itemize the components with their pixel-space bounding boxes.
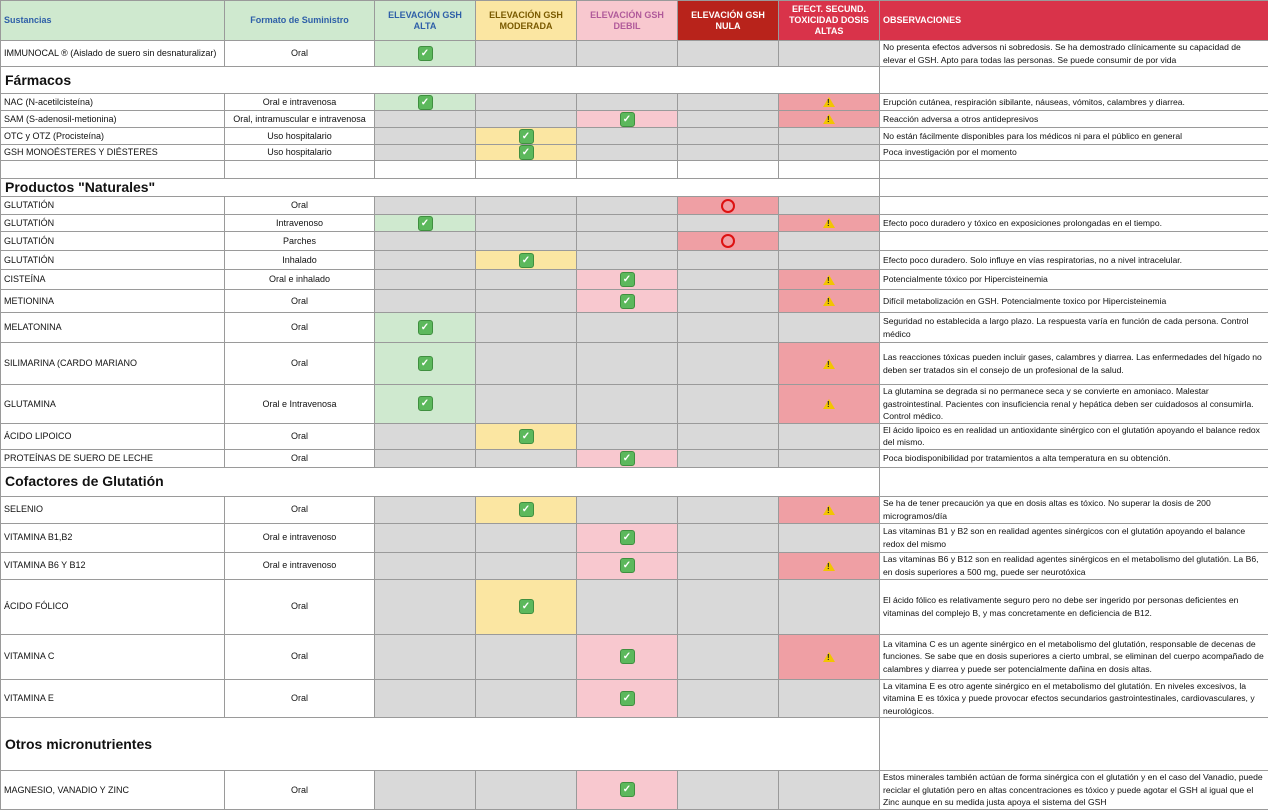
toxicity-cell bbox=[779, 232, 880, 251]
substance-name: CISTEÍNA bbox=[1, 270, 225, 290]
toxicity-cell bbox=[779, 290, 880, 313]
observations: Reacción adversa a otros antidepresivos bbox=[880, 111, 1268, 128]
warning-icon bbox=[823, 359, 835, 369]
supply-format: Oral bbox=[225, 343, 375, 385]
elevation-cell bbox=[476, 215, 577, 232]
table-row bbox=[1, 313, 1268, 343]
section-header bbox=[1, 718, 1268, 771]
toxicity-cell bbox=[779, 634, 880, 679]
elevation-cell bbox=[577, 579, 678, 634]
table-row bbox=[1, 41, 1268, 67]
elevation-cell bbox=[678, 423, 779, 449]
elevation-cell bbox=[678, 579, 779, 634]
spacer-row bbox=[1, 161, 1268, 179]
observations: Efecto poco duradero y tóxico en exposiciones prolongadas en el tiempo. bbox=[880, 215, 1268, 232]
elevation-cell bbox=[476, 385, 577, 424]
warning-icon bbox=[823, 505, 835, 515]
empty-cell bbox=[678, 161, 779, 179]
observations: El ácido fólico es relativamente seguro pero no debe ser ingerido por personas deficientes en vitaminas del complejo B, y mas concretamente en deficiencia de B12. bbox=[880, 579, 1268, 634]
empty-cell bbox=[880, 161, 1268, 179]
elevation-cell bbox=[476, 449, 577, 467]
check-mark-icon: ✓ bbox=[620, 112, 635, 127]
header-observaciones: OBSERVACIONES bbox=[880, 1, 1268, 41]
table-row bbox=[1, 552, 1268, 579]
elevation-cell-marked bbox=[476, 251, 577, 270]
header-sustancias: Sustancias bbox=[1, 1, 225, 41]
elevation-cell bbox=[577, 41, 678, 67]
empty-cell bbox=[1, 161, 225, 179]
check-mark-icon: ✓ bbox=[620, 530, 635, 545]
elevation-cell bbox=[678, 251, 779, 270]
observations: Las reacciones tóxicas pueden incluir gases, calambres y diarrea. Las enfermedades del hígado no deben ser tratados sin el consejo de un profesional de la salud. bbox=[880, 343, 1268, 385]
elevation-cell bbox=[678, 552, 779, 579]
check-mark-icon: ✓ bbox=[620, 782, 635, 797]
elevation-cell-marked bbox=[577, 449, 678, 467]
supply-format: Oral bbox=[225, 290, 375, 313]
toxicity-cell bbox=[779, 251, 880, 270]
empty-cell bbox=[476, 161, 577, 179]
supply-format: Parches bbox=[225, 232, 375, 251]
table-row bbox=[1, 449, 1268, 467]
elevation-cell bbox=[476, 232, 577, 251]
supply-format: Inhalado bbox=[225, 251, 375, 270]
substance-name: VITAMINA B6 Y B12 bbox=[1, 552, 225, 579]
elevation-cell-marked bbox=[577, 270, 678, 290]
table-row bbox=[1, 251, 1268, 270]
table-row bbox=[1, 679, 1268, 718]
toxicity-cell bbox=[779, 94, 880, 111]
elevation-cell bbox=[476, 94, 577, 111]
substance-name: GLUTATIÓN bbox=[1, 232, 225, 251]
check-mark-icon: ✓ bbox=[620, 558, 635, 573]
supply-format: Oral e inhalado bbox=[225, 270, 375, 290]
elevation-cell bbox=[577, 423, 678, 449]
elevation-cell-marked bbox=[577, 771, 678, 810]
supply-format: Oral bbox=[225, 41, 375, 67]
toxicity-cell bbox=[779, 449, 880, 467]
circle-icon bbox=[721, 234, 735, 248]
elevation-cell bbox=[678, 41, 779, 67]
table-row bbox=[1, 290, 1268, 313]
observations: Las vitaminas B1 y B2 son en realidad agentes sinérgicos con el glutatión apoyando el balance redox del mismo bbox=[880, 523, 1268, 552]
observations: Seguridad no establecida a largo plazo. La respuesta varía en función de cada persona. Control médico bbox=[880, 313, 1268, 343]
check-mark-icon: ✓ bbox=[620, 691, 635, 706]
table-row bbox=[1, 385, 1268, 424]
table-row bbox=[1, 232, 1268, 251]
observations: Erupción cutánea, respiración sibilante, náuseas, vómitos, calambres y diarrea. bbox=[880, 94, 1268, 111]
elevation-cell-marked bbox=[375, 313, 476, 343]
empty-cell bbox=[375, 161, 476, 179]
check-mark-icon: ✓ bbox=[620, 294, 635, 309]
elevation-cell bbox=[577, 313, 678, 343]
toxicity-cell bbox=[779, 423, 880, 449]
elevation-cell bbox=[375, 111, 476, 128]
elevation-cell bbox=[577, 251, 678, 270]
toxicity-cell bbox=[779, 41, 880, 67]
warning-icon bbox=[823, 652, 835, 662]
elevation-cell bbox=[476, 343, 577, 385]
check-mark-icon: ✓ bbox=[519, 599, 534, 614]
observations: Difícil metabolización en GSH. Potencialmente toxico por Hipercisteinemia bbox=[880, 290, 1268, 313]
section-header bbox=[1, 179, 1268, 197]
elevation-cell bbox=[476, 270, 577, 290]
observations: Poca investigación por el momento bbox=[880, 145, 1268, 161]
substance-name: METIONINA bbox=[1, 290, 225, 313]
section-header bbox=[1, 67, 1268, 94]
check-mark-icon: ✓ bbox=[418, 396, 433, 411]
warning-icon bbox=[823, 561, 835, 571]
supply-format: Oral bbox=[225, 579, 375, 634]
elevation-cell-marked bbox=[577, 552, 678, 579]
elevation-cell bbox=[678, 523, 779, 552]
elevation-cell bbox=[678, 128, 779, 145]
substance-name: GLUTATIÓN bbox=[1, 197, 225, 215]
elevation-cell bbox=[375, 270, 476, 290]
elevation-cell bbox=[476, 41, 577, 67]
header-toxicidad: EFECT. SECUND. TOXICIDAD DOSIS ALTAS bbox=[779, 1, 880, 41]
toxicity-cell bbox=[779, 270, 880, 290]
substance-name: GLUTATIÓN bbox=[1, 251, 225, 270]
supply-format: Oral e intravenoso bbox=[225, 523, 375, 552]
substance-name: GSH MONOÉSTERES Y DIÉSTERES bbox=[1, 145, 225, 161]
elevation-cell bbox=[577, 197, 678, 215]
elevation-cell bbox=[375, 634, 476, 679]
elevation-cell-marked bbox=[577, 634, 678, 679]
header-alta: ELEVACIÓN GSH ALTA bbox=[375, 1, 476, 41]
substance-name: VITAMINA B1,B2 bbox=[1, 523, 225, 552]
table-row bbox=[1, 111, 1268, 128]
elevation-cell-marked bbox=[476, 423, 577, 449]
empty-cell bbox=[577, 161, 678, 179]
table-row bbox=[1, 771, 1268, 810]
toxicity-cell bbox=[779, 579, 880, 634]
elevation-cell bbox=[476, 523, 577, 552]
elevation-cell bbox=[375, 523, 476, 552]
substance-name: MAGNESIO, VANADIO Y ZINC bbox=[1, 771, 225, 810]
table-row bbox=[1, 128, 1268, 145]
toxicity-cell bbox=[779, 313, 880, 343]
section-obs-blank bbox=[880, 179, 1268, 197]
supply-format: Oral e intravenosa bbox=[225, 94, 375, 111]
elevation-cell-marked bbox=[577, 290, 678, 313]
elevation-cell bbox=[678, 496, 779, 523]
check-mark-icon: ✓ bbox=[620, 451, 635, 466]
observations: La vitamina C es un agente sinérgico en el metabolismo del glutatión, responsable de decenas de funciones. Se sabe que en dosis superiores a cierto umbral, se eliminan del cuerpo acompañado de calambres y diarrea y puede ser potencialmente dañina en dosis altas. bbox=[880, 634, 1268, 679]
toxicity-cell bbox=[779, 679, 880, 718]
section-obs-blank bbox=[880, 467, 1268, 496]
section-title: Cofactores de Glutatión bbox=[1, 467, 880, 496]
warning-icon bbox=[823, 399, 835, 409]
section-title: Productos "Naturales" bbox=[1, 179, 880, 197]
check-mark-icon: ✓ bbox=[620, 649, 635, 664]
table-row bbox=[1, 634, 1268, 679]
elevation-cell bbox=[678, 679, 779, 718]
elevation-cell bbox=[375, 145, 476, 161]
substance-name: GLUTATIÓN bbox=[1, 215, 225, 232]
table-row bbox=[1, 343, 1268, 385]
observations bbox=[880, 197, 1268, 215]
toxicity-cell bbox=[779, 496, 880, 523]
elevation-cell bbox=[678, 313, 779, 343]
elevation-cell bbox=[678, 145, 779, 161]
supply-format: Intravenoso bbox=[225, 215, 375, 232]
substance-name: OTC y OTZ (Procisteína) bbox=[1, 128, 225, 145]
header-formato: Formato de Suministro bbox=[225, 1, 375, 41]
elevation-cell bbox=[375, 552, 476, 579]
substance-name: SILIMARINA (CARDO MARIANO bbox=[1, 343, 225, 385]
elevation-cell-marked bbox=[375, 41, 476, 67]
substance-name: VITAMINA C bbox=[1, 634, 225, 679]
check-mark-icon: ✓ bbox=[418, 216, 433, 231]
elevation-cell-marked bbox=[577, 679, 678, 718]
elevation-cell bbox=[375, 290, 476, 313]
elevation-cell-marked bbox=[375, 343, 476, 385]
observations bbox=[880, 232, 1268, 251]
substance-name: NAC (N-acetilcisteína) bbox=[1, 94, 225, 111]
section-header bbox=[1, 467, 1268, 496]
elevation-cell bbox=[577, 232, 678, 251]
elevation-cell bbox=[476, 111, 577, 128]
elevation-cell bbox=[375, 449, 476, 467]
check-mark-icon: ✓ bbox=[519, 429, 534, 444]
toxicity-cell bbox=[779, 552, 880, 579]
observations: La vitamina E es otro agente sinérgico en el metabolismo del glutatión. En niveles excesivos, la vitamina E es tóxica y puede provocar efectos secundarios gastrointestinales, cardiovasculares, y neurológicos. bbox=[880, 679, 1268, 718]
observations: No presenta efectos adversos ni sobredosis. Se ha demostrado clínicamente su capacidad de elevar el GSH. Apto para todas las personas. Se puede consumir de por vida bbox=[880, 41, 1268, 67]
substance-name: VITAMINA E bbox=[1, 679, 225, 718]
elevation-cell bbox=[375, 423, 476, 449]
elevation-cell-marked bbox=[476, 496, 577, 523]
substance-name: ÁCIDO FÓLICO bbox=[1, 579, 225, 634]
warning-icon bbox=[823, 275, 835, 285]
elevation-cell bbox=[577, 385, 678, 424]
toxicity-cell bbox=[779, 343, 880, 385]
elevation-cell bbox=[577, 215, 678, 232]
observations: La glutamina se degrada si no permanece seca y se convierte en amoniaco. Malestar gastrointestinal. Pacientes con insuficiencia renal y hepática deben ser cuidadosos al consumirla. Control médico. bbox=[880, 385, 1268, 424]
substance-name: GLUTAMINA bbox=[1, 385, 225, 424]
check-mark-icon: ✓ bbox=[519, 145, 534, 160]
elevation-cell bbox=[375, 128, 476, 145]
elevation-cell bbox=[577, 343, 678, 385]
section-obs-blank bbox=[880, 67, 1268, 94]
table-row bbox=[1, 145, 1268, 161]
check-mark-icon: ✓ bbox=[519, 253, 534, 268]
elevation-cell bbox=[476, 771, 577, 810]
elevation-cell bbox=[577, 145, 678, 161]
section-obs-blank bbox=[880, 718, 1268, 771]
section-title: Otros micronutrientes bbox=[1, 718, 880, 771]
supply-format: Oral bbox=[225, 679, 375, 718]
check-mark-icon: ✓ bbox=[418, 320, 433, 335]
supply-format: Uso hospitalario bbox=[225, 128, 375, 145]
elevation-cell bbox=[678, 385, 779, 424]
elevation-cell-marked bbox=[476, 145, 577, 161]
elevation-cell-marked bbox=[577, 523, 678, 552]
toxicity-cell bbox=[779, 128, 880, 145]
header-debil: ELEVACIÓN GSH DEBIL bbox=[577, 1, 678, 41]
elevation-cell bbox=[678, 290, 779, 313]
check-mark-icon: ✓ bbox=[519, 129, 534, 144]
elevation-cell bbox=[476, 552, 577, 579]
elevation-cell bbox=[375, 496, 476, 523]
supply-format: Oral e intravenoso bbox=[225, 552, 375, 579]
elevation-cell bbox=[678, 771, 779, 810]
elevation-cell bbox=[476, 634, 577, 679]
toxicity-cell bbox=[779, 771, 880, 810]
header-row bbox=[1, 1, 1268, 41]
observations: Potencialmente tóxico por Hipercisteinemia bbox=[880, 270, 1268, 290]
elevation-cell bbox=[678, 343, 779, 385]
elevation-cell bbox=[375, 579, 476, 634]
elevation-cell bbox=[678, 215, 779, 232]
elevation-cell bbox=[476, 197, 577, 215]
elevation-cell-marked bbox=[375, 215, 476, 232]
table-row bbox=[1, 270, 1268, 290]
supply-format: Oral e Intravenosa bbox=[225, 385, 375, 424]
elevation-cell bbox=[476, 313, 577, 343]
table-row bbox=[1, 496, 1268, 523]
check-mark-icon: ✓ bbox=[418, 95, 433, 110]
supply-format: Oral bbox=[225, 634, 375, 679]
header-nula: ELEVACIÓN GSH NULA bbox=[678, 1, 779, 41]
supply-format: Oral bbox=[225, 449, 375, 467]
elevation-cell bbox=[476, 290, 577, 313]
substance-name: SELENIO bbox=[1, 496, 225, 523]
table-row bbox=[1, 215, 1268, 232]
check-mark-icon: ✓ bbox=[418, 46, 433, 61]
warning-icon bbox=[823, 97, 835, 107]
check-mark-icon: ✓ bbox=[519, 502, 534, 517]
toxicity-cell bbox=[779, 145, 880, 161]
elevation-cell bbox=[375, 232, 476, 251]
elevation-cell-marked bbox=[577, 111, 678, 128]
elevation-cell bbox=[678, 270, 779, 290]
elevation-cell-marked bbox=[375, 385, 476, 424]
supply-format: Oral, intramuscular e intravenosa bbox=[225, 111, 375, 128]
observations: Las vitaminas B6 y B12 son en realidad agentes sinérgicos en el metabolismo del glutatión. La B6, en dosis superiores a 500 mg, puede ser neurotóxica bbox=[880, 552, 1268, 579]
elevation-cell bbox=[375, 251, 476, 270]
substance-name: PROTEÍNAS DE SUERO DE LECHE bbox=[1, 449, 225, 467]
elevation-cell bbox=[577, 94, 678, 111]
supply-format: Uso hospitalario bbox=[225, 145, 375, 161]
toxicity-cell bbox=[779, 111, 880, 128]
elevation-cell-marked bbox=[476, 128, 577, 145]
table-row bbox=[1, 94, 1268, 111]
table-row bbox=[1, 197, 1268, 215]
elevation-cell bbox=[678, 449, 779, 467]
header-moderada: ELEVACIÓN GSH MODERADA bbox=[476, 1, 577, 41]
elevation-cell bbox=[678, 634, 779, 679]
elevation-cell-marked bbox=[476, 579, 577, 634]
warning-icon bbox=[823, 218, 835, 228]
substance-name: SAM (S-adenosil-metionina) bbox=[1, 111, 225, 128]
elevation-cell-marked bbox=[678, 232, 779, 251]
warning-icon bbox=[823, 296, 835, 306]
table-row bbox=[1, 423, 1268, 449]
observations: Estos minerales también actúan de forma sinérgica con el glutatión y en el caso del Vanadio, puede reciclar el glutatión pero en altas concentraciones es tóxico y puede agotar el GSH al igual que el Zinc aunque en su medida justa apoya el sistema del GSH bbox=[880, 771, 1268, 810]
observations: No están fácilmente disponibles para los médicos ni para el público en general bbox=[880, 128, 1268, 145]
toxicity-cell bbox=[779, 215, 880, 232]
elevation-cell bbox=[678, 111, 779, 128]
table-row bbox=[1, 523, 1268, 552]
toxicity-cell bbox=[779, 385, 880, 424]
supply-format: Oral bbox=[225, 313, 375, 343]
elevation-cell bbox=[375, 771, 476, 810]
toxicity-cell bbox=[779, 523, 880, 552]
substance-name: ÁCIDO LIPOICO bbox=[1, 423, 225, 449]
table-row bbox=[1, 579, 1268, 634]
elevation-cell bbox=[577, 128, 678, 145]
substance-name: MELATONINA bbox=[1, 313, 225, 343]
toxicity-cell bbox=[779, 197, 880, 215]
section-title: Fármacos bbox=[1, 67, 880, 94]
observations: El ácido lipoico es en realidad un antioxidante sinérgico con el glutatión apoyando el balance redox del mismo. bbox=[880, 423, 1268, 449]
elevation-cell bbox=[375, 197, 476, 215]
elevation-cell bbox=[476, 679, 577, 718]
check-mark-icon: ✓ bbox=[620, 272, 635, 287]
observations: Poca biodisponibilidad por tratamientos a alta temperatura en su obtención. bbox=[880, 449, 1268, 467]
elevation-cell-marked bbox=[375, 94, 476, 111]
elevation-cell-marked bbox=[678, 197, 779, 215]
substance-name: IMMUNOCAL ® (Aislado de suero sin desnaturalizar) bbox=[1, 41, 225, 67]
elevation-cell bbox=[678, 94, 779, 111]
supply-format: Oral bbox=[225, 423, 375, 449]
supply-format: Oral bbox=[225, 771, 375, 810]
empty-cell bbox=[225, 161, 375, 179]
warning-icon bbox=[823, 114, 835, 124]
observations: Se ha de tener precaución ya que en dosis altas es tóxico. No superar la dosis de 200 microgramos/día bbox=[880, 496, 1268, 523]
empty-cell bbox=[779, 161, 880, 179]
supply-format: Oral bbox=[225, 496, 375, 523]
elevation-cell bbox=[375, 679, 476, 718]
check-mark-icon: ✓ bbox=[418, 356, 433, 371]
elevation-cell bbox=[577, 496, 678, 523]
observations: Efecto poco duradero. Solo influye en vías respiratorias, no a nivel intracelular. bbox=[880, 251, 1268, 270]
circle-icon bbox=[721, 199, 735, 213]
supply-format: Oral bbox=[225, 197, 375, 215]
